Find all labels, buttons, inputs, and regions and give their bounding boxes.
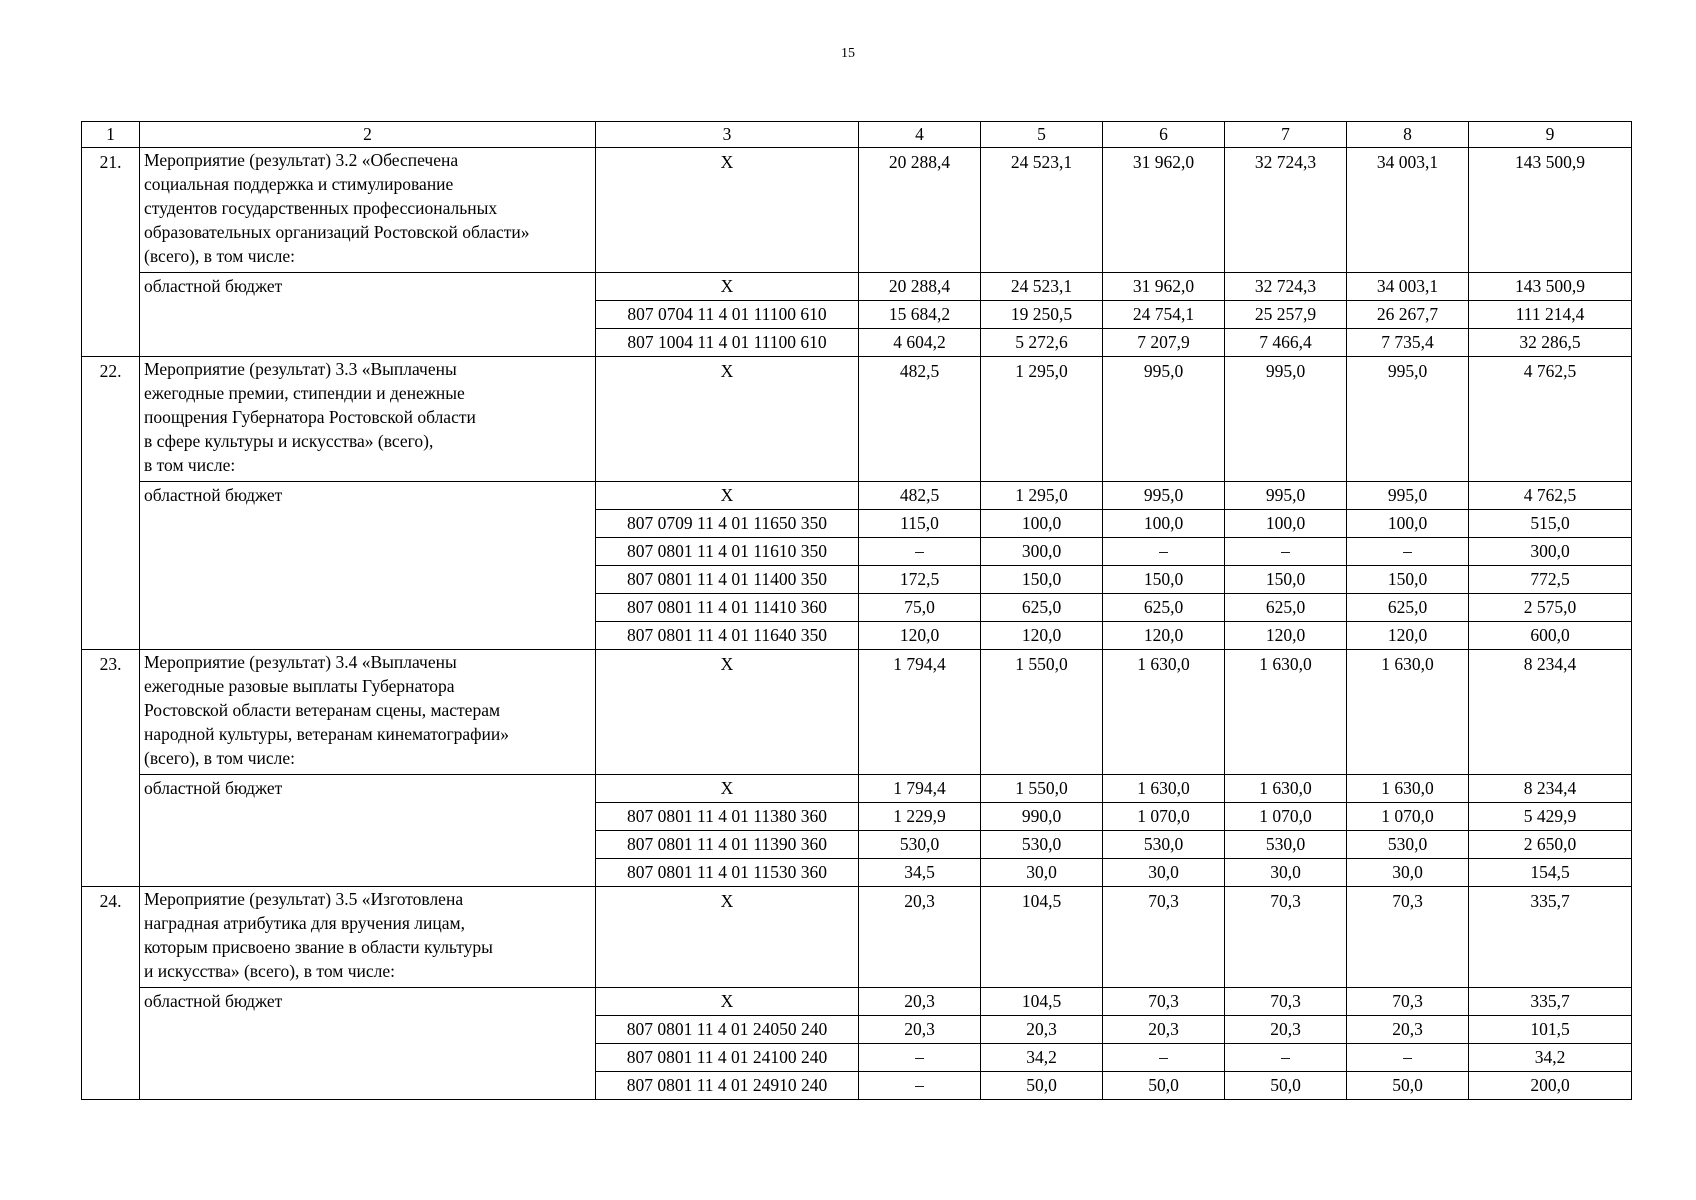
value-cell: 625,0 xyxy=(1347,594,1469,622)
value-cell: 32 724,3 xyxy=(1225,273,1347,301)
value-cell: 335,7 xyxy=(1469,887,1632,988)
budget-source-label: областной бюджет xyxy=(140,482,596,650)
value-cell: 625,0 xyxy=(1103,594,1225,622)
value-cell: 530,0 xyxy=(1347,831,1469,859)
value-cell: 625,0 xyxy=(981,594,1103,622)
value-cell: 20,3 xyxy=(1225,1016,1347,1044)
activity-description xyxy=(140,148,596,273)
value-cell: 20,3 xyxy=(859,988,981,1016)
table-row xyxy=(82,273,1632,301)
value-cell: 5 429,9 xyxy=(1469,803,1632,831)
value-cell: 20,3 xyxy=(1103,1016,1225,1044)
description-line: ежегодные премии, стипендии и денежные xyxy=(144,383,465,403)
header-cell: 1 xyxy=(82,122,140,148)
budget-code: 807 0801 11 4 01 24910 240 xyxy=(596,1072,859,1100)
value-cell: 111 214,4 xyxy=(1469,301,1632,329)
value-cell: 75,0 xyxy=(859,594,981,622)
value-cell: 995,0 xyxy=(1347,357,1469,482)
description-line: (всего), в том числе: xyxy=(144,246,296,266)
budget-code: X xyxy=(596,357,859,482)
value-cell: 20,3 xyxy=(859,1016,981,1044)
value-cell: 150,0 xyxy=(1225,566,1347,594)
value-cell: 120,0 xyxy=(1347,622,1469,650)
header-cell: 8 xyxy=(1347,122,1469,148)
value-cell: 530,0 xyxy=(1225,831,1347,859)
value-cell: 100,0 xyxy=(1347,510,1469,538)
value-cell: 625,0 xyxy=(1225,594,1347,622)
description-line: студентов государственных профессиональных xyxy=(144,198,498,218)
value-cell: 2 575,0 xyxy=(1469,594,1632,622)
activity-description xyxy=(140,887,596,988)
value-cell: 70,3 xyxy=(1347,887,1469,988)
budget-code: 807 0801 11 4 01 11530 360 xyxy=(596,859,859,887)
description-line: наградная атрибутика для вручения лицам, xyxy=(144,913,465,933)
value-cell: 4 762,5 xyxy=(1469,357,1632,482)
value-cell: 2 650,0 xyxy=(1469,831,1632,859)
value-cell: 20,3 xyxy=(1347,1016,1469,1044)
header-cell: 5 xyxy=(981,122,1103,148)
value-cell: 25 257,9 xyxy=(1225,301,1347,329)
value-cell: 50,0 xyxy=(981,1072,1103,1100)
value-cell: 1 070,0 xyxy=(1347,803,1469,831)
value-cell: 19 250,5 xyxy=(981,301,1103,329)
value-cell: 1 794,4 xyxy=(859,775,981,803)
budget-code: X xyxy=(596,887,859,988)
value-cell: 1 295,0 xyxy=(981,482,1103,510)
value-cell: 150,0 xyxy=(1103,566,1225,594)
value-cell: 995,0 xyxy=(1347,482,1469,510)
header-row xyxy=(82,122,1632,148)
description-line: народной культуры, ветеранам кинематографии» xyxy=(144,724,509,744)
value-cell: 70,3 xyxy=(1347,988,1469,1016)
value-cell: 530,0 xyxy=(981,831,1103,859)
value-cell: 120,0 xyxy=(1103,622,1225,650)
value-cell: 100,0 xyxy=(1103,510,1225,538)
value-cell: 120,0 xyxy=(1225,622,1347,650)
value-cell: 154,5 xyxy=(1469,859,1632,887)
value-cell: 1 630,0 xyxy=(1347,650,1469,775)
value-cell: 32 724,3 xyxy=(1225,148,1347,273)
description-line: в сфере культуры и искусства» (всего), xyxy=(144,431,434,451)
value-cell: 104,5 xyxy=(981,887,1103,988)
value-cell: 172,5 xyxy=(859,566,981,594)
budget-source-label: областной бюджет xyxy=(140,273,596,357)
value-cell: 600,0 xyxy=(1469,622,1632,650)
value-cell: 530,0 xyxy=(859,831,981,859)
description-line: Ростовской области ветеранам сцены, мастерам xyxy=(144,700,501,720)
budget-table xyxy=(81,121,1632,1100)
value-cell: 300,0 xyxy=(1469,538,1632,566)
value-cell: 24 754,1 xyxy=(1103,301,1225,329)
value-cell: 24 523,1 xyxy=(981,148,1103,273)
value-cell: 530,0 xyxy=(1103,831,1225,859)
value-cell: – xyxy=(1347,1044,1469,1072)
value-cell: 7 466,4 xyxy=(1225,329,1347,357)
budget-source-label: областной бюджет xyxy=(140,988,596,1100)
value-cell: 115,0 xyxy=(859,510,981,538)
description-line: Мероприятие (результат) 3.4 «Выплачены xyxy=(144,652,457,672)
value-cell: 120,0 xyxy=(981,622,1103,650)
budget-code: 807 0801 11 4 01 24050 240 xyxy=(596,1016,859,1044)
value-cell: 1 550,0 xyxy=(981,650,1103,775)
budget-code: X xyxy=(596,148,859,273)
budget-code: 807 0801 11 4 01 11380 360 xyxy=(596,803,859,831)
row-number: 21. xyxy=(82,148,140,357)
value-cell: 8 234,4 xyxy=(1469,775,1632,803)
budget-source-label: областной бюджет xyxy=(140,775,596,887)
value-cell: 34,5 xyxy=(859,859,981,887)
table-body xyxy=(82,122,1632,1100)
value-cell: 34,2 xyxy=(981,1044,1103,1072)
value-cell: 20,3 xyxy=(981,1016,1103,1044)
description-line: Мероприятие (результат) 3.2 «Обеспечена xyxy=(144,150,459,170)
value-cell: – xyxy=(1103,1044,1225,1072)
value-cell: 50,0 xyxy=(1347,1072,1469,1100)
value-cell: – xyxy=(859,538,981,566)
value-cell: 20 288,4 xyxy=(859,148,981,273)
value-cell: 5 272,6 xyxy=(981,329,1103,357)
value-cell: 7 735,4 xyxy=(1347,329,1469,357)
value-cell: 4 762,5 xyxy=(1469,482,1632,510)
value-cell: 26 267,7 xyxy=(1347,301,1469,329)
description-line: Мероприятие (результат) 3.3 «Выплачены xyxy=(144,359,457,379)
header-cell: 3 xyxy=(596,122,859,148)
table-row xyxy=(82,887,1632,988)
value-cell: 150,0 xyxy=(981,566,1103,594)
value-cell: 15 684,2 xyxy=(859,301,981,329)
value-cell: 20 288,4 xyxy=(859,273,981,301)
value-cell: 20,3 xyxy=(859,887,981,988)
value-cell: 120,0 xyxy=(859,622,981,650)
value-cell: – xyxy=(859,1072,981,1100)
value-cell: – xyxy=(1103,538,1225,566)
value-cell: 70,3 xyxy=(1103,988,1225,1016)
header-cell: 9 xyxy=(1469,122,1632,148)
value-cell: 70,3 xyxy=(1225,887,1347,988)
value-cell: 30,0 xyxy=(1103,859,1225,887)
value-cell: – xyxy=(859,1044,981,1072)
budget-code: 807 0801 11 4 01 11410 360 xyxy=(596,594,859,622)
value-cell: 515,0 xyxy=(1469,510,1632,538)
page-number: 15 xyxy=(841,46,855,61)
value-cell: – xyxy=(1225,538,1347,566)
value-cell: 8 234,4 xyxy=(1469,650,1632,775)
value-cell: 995,0 xyxy=(1103,357,1225,482)
description-line: образовательных организаций Ростовской области» xyxy=(144,222,530,242)
value-cell: 100,0 xyxy=(981,510,1103,538)
budget-code: X xyxy=(596,988,859,1016)
value-cell: – xyxy=(1225,1044,1347,1072)
description-line: социальная поддержка и стимулирование xyxy=(144,174,454,194)
value-cell: 143 500,9 xyxy=(1469,273,1632,301)
value-cell: 34,2 xyxy=(1469,1044,1632,1072)
table-row xyxy=(82,650,1632,775)
value-cell: 1 295,0 xyxy=(981,357,1103,482)
value-cell: 1 070,0 xyxy=(1225,803,1347,831)
description-line: (всего), в том числе: xyxy=(144,748,296,768)
value-cell: 30,0 xyxy=(1225,859,1347,887)
value-cell: 50,0 xyxy=(1225,1072,1347,1100)
description-line: в том числе: xyxy=(144,455,236,475)
value-cell: 4 604,2 xyxy=(859,329,981,357)
value-cell: 1 630,0 xyxy=(1103,775,1225,803)
header-cell: 4 xyxy=(859,122,981,148)
table-row xyxy=(82,775,1632,803)
value-cell: 995,0 xyxy=(1225,482,1347,510)
row-number: 22. xyxy=(82,357,140,650)
budget-code: X xyxy=(596,273,859,301)
value-cell: 1 630,0 xyxy=(1225,775,1347,803)
value-cell: 482,5 xyxy=(859,357,981,482)
description-line: ежегодные разовые выплаты Губернатора xyxy=(144,676,455,696)
description-line: и искусства» (всего), в том числе: xyxy=(144,961,396,981)
header-cell: 6 xyxy=(1103,122,1225,148)
budget-code: X xyxy=(596,482,859,510)
header-cell: 7 xyxy=(1225,122,1347,148)
value-cell: 995,0 xyxy=(1103,482,1225,510)
value-cell: 335,7 xyxy=(1469,988,1632,1016)
value-cell: 1 630,0 xyxy=(1103,650,1225,775)
table-row xyxy=(82,988,1632,1016)
value-cell: 995,0 xyxy=(1225,357,1347,482)
value-cell: 70,3 xyxy=(1225,988,1347,1016)
value-cell: 34 003,1 xyxy=(1347,148,1469,273)
activity-description xyxy=(140,357,596,482)
value-cell: 482,5 xyxy=(859,482,981,510)
value-cell: 200,0 xyxy=(1469,1072,1632,1100)
row-number: 23. xyxy=(82,650,140,887)
budget-code: X xyxy=(596,775,859,803)
value-cell: 32 286,5 xyxy=(1469,329,1632,357)
value-cell: 30,0 xyxy=(1347,859,1469,887)
value-cell: 772,5 xyxy=(1469,566,1632,594)
value-cell: 34 003,1 xyxy=(1347,273,1469,301)
value-cell: 143 500,9 xyxy=(1469,148,1632,273)
budget-code: X xyxy=(596,650,859,775)
row-number: 24. xyxy=(82,887,140,1100)
budget-code: 807 0801 11 4 01 11390 360 xyxy=(596,831,859,859)
value-cell: 31 962,0 xyxy=(1103,273,1225,301)
description-line: которым присвоено звание в области культуры xyxy=(144,937,493,957)
table-row xyxy=(82,148,1632,273)
value-cell: 1 630,0 xyxy=(1225,650,1347,775)
value-cell: 7 207,9 xyxy=(1103,329,1225,357)
description-line: поощрения Губернатора Ростовской области xyxy=(144,407,476,427)
value-cell: 1 794,4 xyxy=(859,650,981,775)
value-cell: 1 550,0 xyxy=(981,775,1103,803)
value-cell: 104,5 xyxy=(981,988,1103,1016)
budget-code: 807 0709 11 4 01 11650 350 xyxy=(596,510,859,538)
header-cell: 2 xyxy=(140,122,596,148)
value-cell: 1 070,0 xyxy=(1103,803,1225,831)
budget-code: 807 0801 11 4 01 24100 240 xyxy=(596,1044,859,1072)
value-cell: 30,0 xyxy=(981,859,1103,887)
activity-description xyxy=(140,650,596,775)
value-cell: 24 523,1 xyxy=(981,273,1103,301)
budget-code: 807 0704 11 4 01 11100 610 xyxy=(596,301,859,329)
value-cell: 100,0 xyxy=(1225,510,1347,538)
value-cell: 70,3 xyxy=(1103,887,1225,988)
value-cell: 1 630,0 xyxy=(1347,775,1469,803)
value-cell: 31 962,0 xyxy=(1103,148,1225,273)
value-cell: 1 229,9 xyxy=(859,803,981,831)
budget-code: 807 0801 11 4 01 11400 350 xyxy=(596,566,859,594)
budget-code: 807 0801 11 4 01 11640 350 xyxy=(596,622,859,650)
table-row xyxy=(82,357,1632,482)
table-row xyxy=(82,482,1632,510)
description-line: Мероприятие (результат) 3.5 «Изготовлена xyxy=(144,889,464,909)
value-cell: 101,5 xyxy=(1469,1016,1632,1044)
value-cell: 990,0 xyxy=(981,803,1103,831)
budget-code: 807 0801 11 4 01 11610 350 xyxy=(596,538,859,566)
value-cell: 50,0 xyxy=(1103,1072,1225,1100)
value-cell: 300,0 xyxy=(981,538,1103,566)
value-cell: – xyxy=(1347,538,1469,566)
value-cell: 150,0 xyxy=(1347,566,1469,594)
budget-code: 807 1004 11 4 01 11100 610 xyxy=(596,329,859,357)
